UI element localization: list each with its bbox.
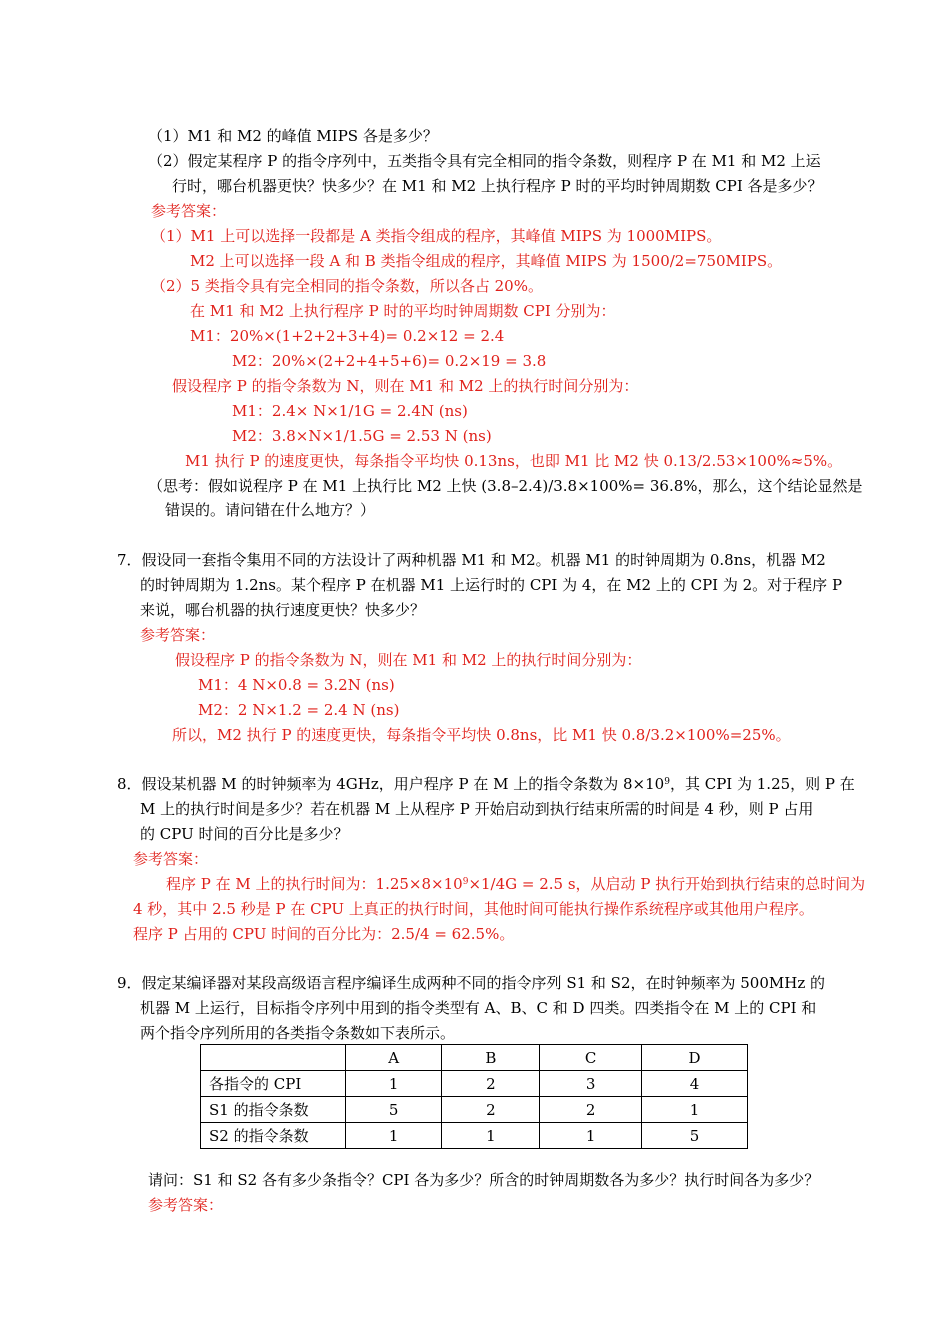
q7-answer-3: M2：2 N×1.2 = 2.4 N (ns) [198, 701, 400, 719]
q6-answer-1: （1）M1 上可以选择一段都是 A 类指令组成的程序，其峰值 MIPS 为 1000MIPS。 [151, 227, 722, 245]
q6-sub1: （1）M1 和 M2 的峰值 MIPS 各是多少？ [148, 127, 438, 145]
table-header-cell: A [346, 1045, 442, 1071]
table-cell: 3 [540, 1071, 642, 1097]
q6-answer-4: 在 M1 和 M2 上执行程序 P 时的平均时钟周期数 CPI 分别为： [190, 302, 616, 320]
q8-answer-2: 4 秒，其中 2.5 秒是 P 在 CPU 上真正的执行时间，其他时间可能执行操作系统程序或其他用户程序。 [133, 900, 814, 918]
q6-think-line2: 错误的。请问错在什么地方？） [165, 501, 376, 519]
q6-answer-8: M1：2.4× N×1/1G = 2.4N (ns) [232, 402, 468, 420]
q6-answer-6: M2：20%×(2+2+4+5+6)= 0.2×19 = 3.8 [232, 352, 547, 370]
q7-answer-1: 假设程序 P 的指令条数为 N，则在 M1 和 M2 上的执行时间分别为： [175, 651, 642, 669]
q8-line3: 的 CPU 时间的百分比是多少？ [140, 825, 349, 843]
table-row [201, 1123, 748, 1149]
table-cell: 1 [346, 1071, 442, 1097]
q8-answer-1: 程序 P 在 M 上的执行时间为：$1.25\times 8\times 10^9\times 1/4G = 2.5$ s，从启动 P 执行开始到执行结束的总时间为 [166, 875, 866, 893]
table-cell: 1 [540, 1123, 642, 1149]
cpi-table [200, 1044, 748, 1149]
table-header-cell [201, 1045, 346, 1071]
table-row-label: 各指令的 CPI [201, 1071, 346, 1097]
q6-answer-2: M2 上可以选择一段 A 和 B 类指令组成的程序，其峰值 MIPS 为 1500/2=750MIPS。 [190, 252, 783, 270]
table-header-row [201, 1045, 748, 1071]
q9-ref-heading: 参考答案： [148, 1196, 224, 1214]
table-cell: 1 [346, 1123, 442, 1149]
q9-line2: 机器 M 上运行，目标指令序列中用到的指令类型有 A、B、C 和 D 四类。四类指令在 M 上的 CPI 和 [140, 999, 817, 1017]
q9-line1: 9．假定某编译器对某段高级语言程序编译生成两种不同的指令序列 S1 和 S2，在时钟频率为 500MHz 的 [117, 974, 825, 992]
table-row [201, 1097, 748, 1123]
table-cell: 5 [641, 1123, 747, 1149]
q9-line3: 两个指令序列所用的各类指令条数如下表所示。 [140, 1024, 456, 1042]
q7-ref-heading: 参考答案： [140, 626, 216, 644]
table-row-label: S1 的指令条数 [201, 1097, 346, 1123]
q8-ref-heading: 参考答案： [133, 850, 209, 868]
q6-answer-10: M1 执行 P 的速度更快，每条指令平均快 0.13ns，也即 M1 比 M2 快 0.13/2.53×100%≈5%。 [185, 452, 843, 470]
table-header-cell: B [442, 1045, 540, 1071]
table-cell: 2 [442, 1097, 540, 1123]
q6-answer-5: M1：20%×(1+2+2+3+4)= 0.2×12 = 2.4 [190, 327, 505, 345]
q9-question: 请问：S1 和 S2 各有多少条指令？CPI 各为多少？所含的时钟周期数各为多少？执行时间各为多少？ [148, 1171, 820, 1189]
q6-sub2-line2: 行时，哪台机器更快？快多少？在 M1 和 M2 上执行程序 P 时的平均时钟周期数 CPI 各是多少？ [172, 177, 823, 195]
table-header-cell: C [540, 1045, 642, 1071]
table-cell: 2 [540, 1097, 642, 1123]
q6-answer-3: （2）5 类指令具有完全相同的指令条数，所以各占 20%。 [151, 277, 543, 295]
table-cell: 2 [442, 1071, 540, 1097]
q8-line1: 8．假设某机器 M 的时钟频率为 4GHz，用户程序 P 在 M 上的指令条数为 $8\times 10^9$，其 CPI 为 1.25，则 P 在 [117, 775, 855, 793]
table-cell: 1 [442, 1123, 540, 1149]
table-cell: 1 [641, 1097, 747, 1123]
q7-line3: 来说，哪台机器的执行速度更快？快多少？ [140, 601, 426, 619]
q7-line2: 的时钟周期为 1.2ns。某个程序 P 在机器 M1 上运行时的 CPI 为 4，在 M2 上的 CPI 为 2。对于程序 P [140, 576, 843, 594]
q7-answer-4: 所以，M2 执行 P 的速度更快，每条指令平均快 0.8ns，比 M1 快 0.8/3.2×100%=25%。 [172, 726, 791, 744]
table-cell: 4 [641, 1071, 747, 1097]
q6-answer-7: 假设程序 P 的指令条数为 N，则在 M1 和 M2 上的执行时间分别为： [172, 377, 639, 395]
q7-answer-2: M1：4 N×0.8 = 3.2N (ns) [198, 676, 395, 694]
table-row-label: S2 的指令条数 [201, 1123, 346, 1149]
table-cell: 5 [346, 1097, 442, 1123]
q8-line2: M 上的执行时间是多少？若在机器 M 上从程序 P 开始启动到执行结束所需的时间是 4 秒，则 P 占用 [140, 800, 814, 818]
q8-answer-3: 程序 P 占用的 CPU 时间的百分比为：2.5/4 = 62.5%。 [133, 925, 515, 943]
q7-line1: 7．假设同一套指令集用不同的方法设计了两种机器 M1 和 M2。机器 M1 的时钟周期为 0.8ns，机器 M2 [117, 551, 826, 569]
table-header-cell: D [641, 1045, 747, 1071]
q6-answer-9: M2：3.8×N×1/1.5G = 2.53 N (ns) [232, 427, 492, 445]
table-row [201, 1071, 748, 1097]
q6-ref-heading: 参考答案： [151, 202, 227, 220]
q6-sub2-line1: （2）假定某程序 P 的指令序列中，五类指令具有完全相同的指令条数，则程序 P 在 M1 和 M2 上运 [148, 152, 821, 170]
q6-think-line1: （思考：假如说程序 P 在 M1 上执行比 M2 上快 (3.8–2.4)/3.8×100%= 36.8%，那么，这个结论显然是 [148, 477, 863, 495]
